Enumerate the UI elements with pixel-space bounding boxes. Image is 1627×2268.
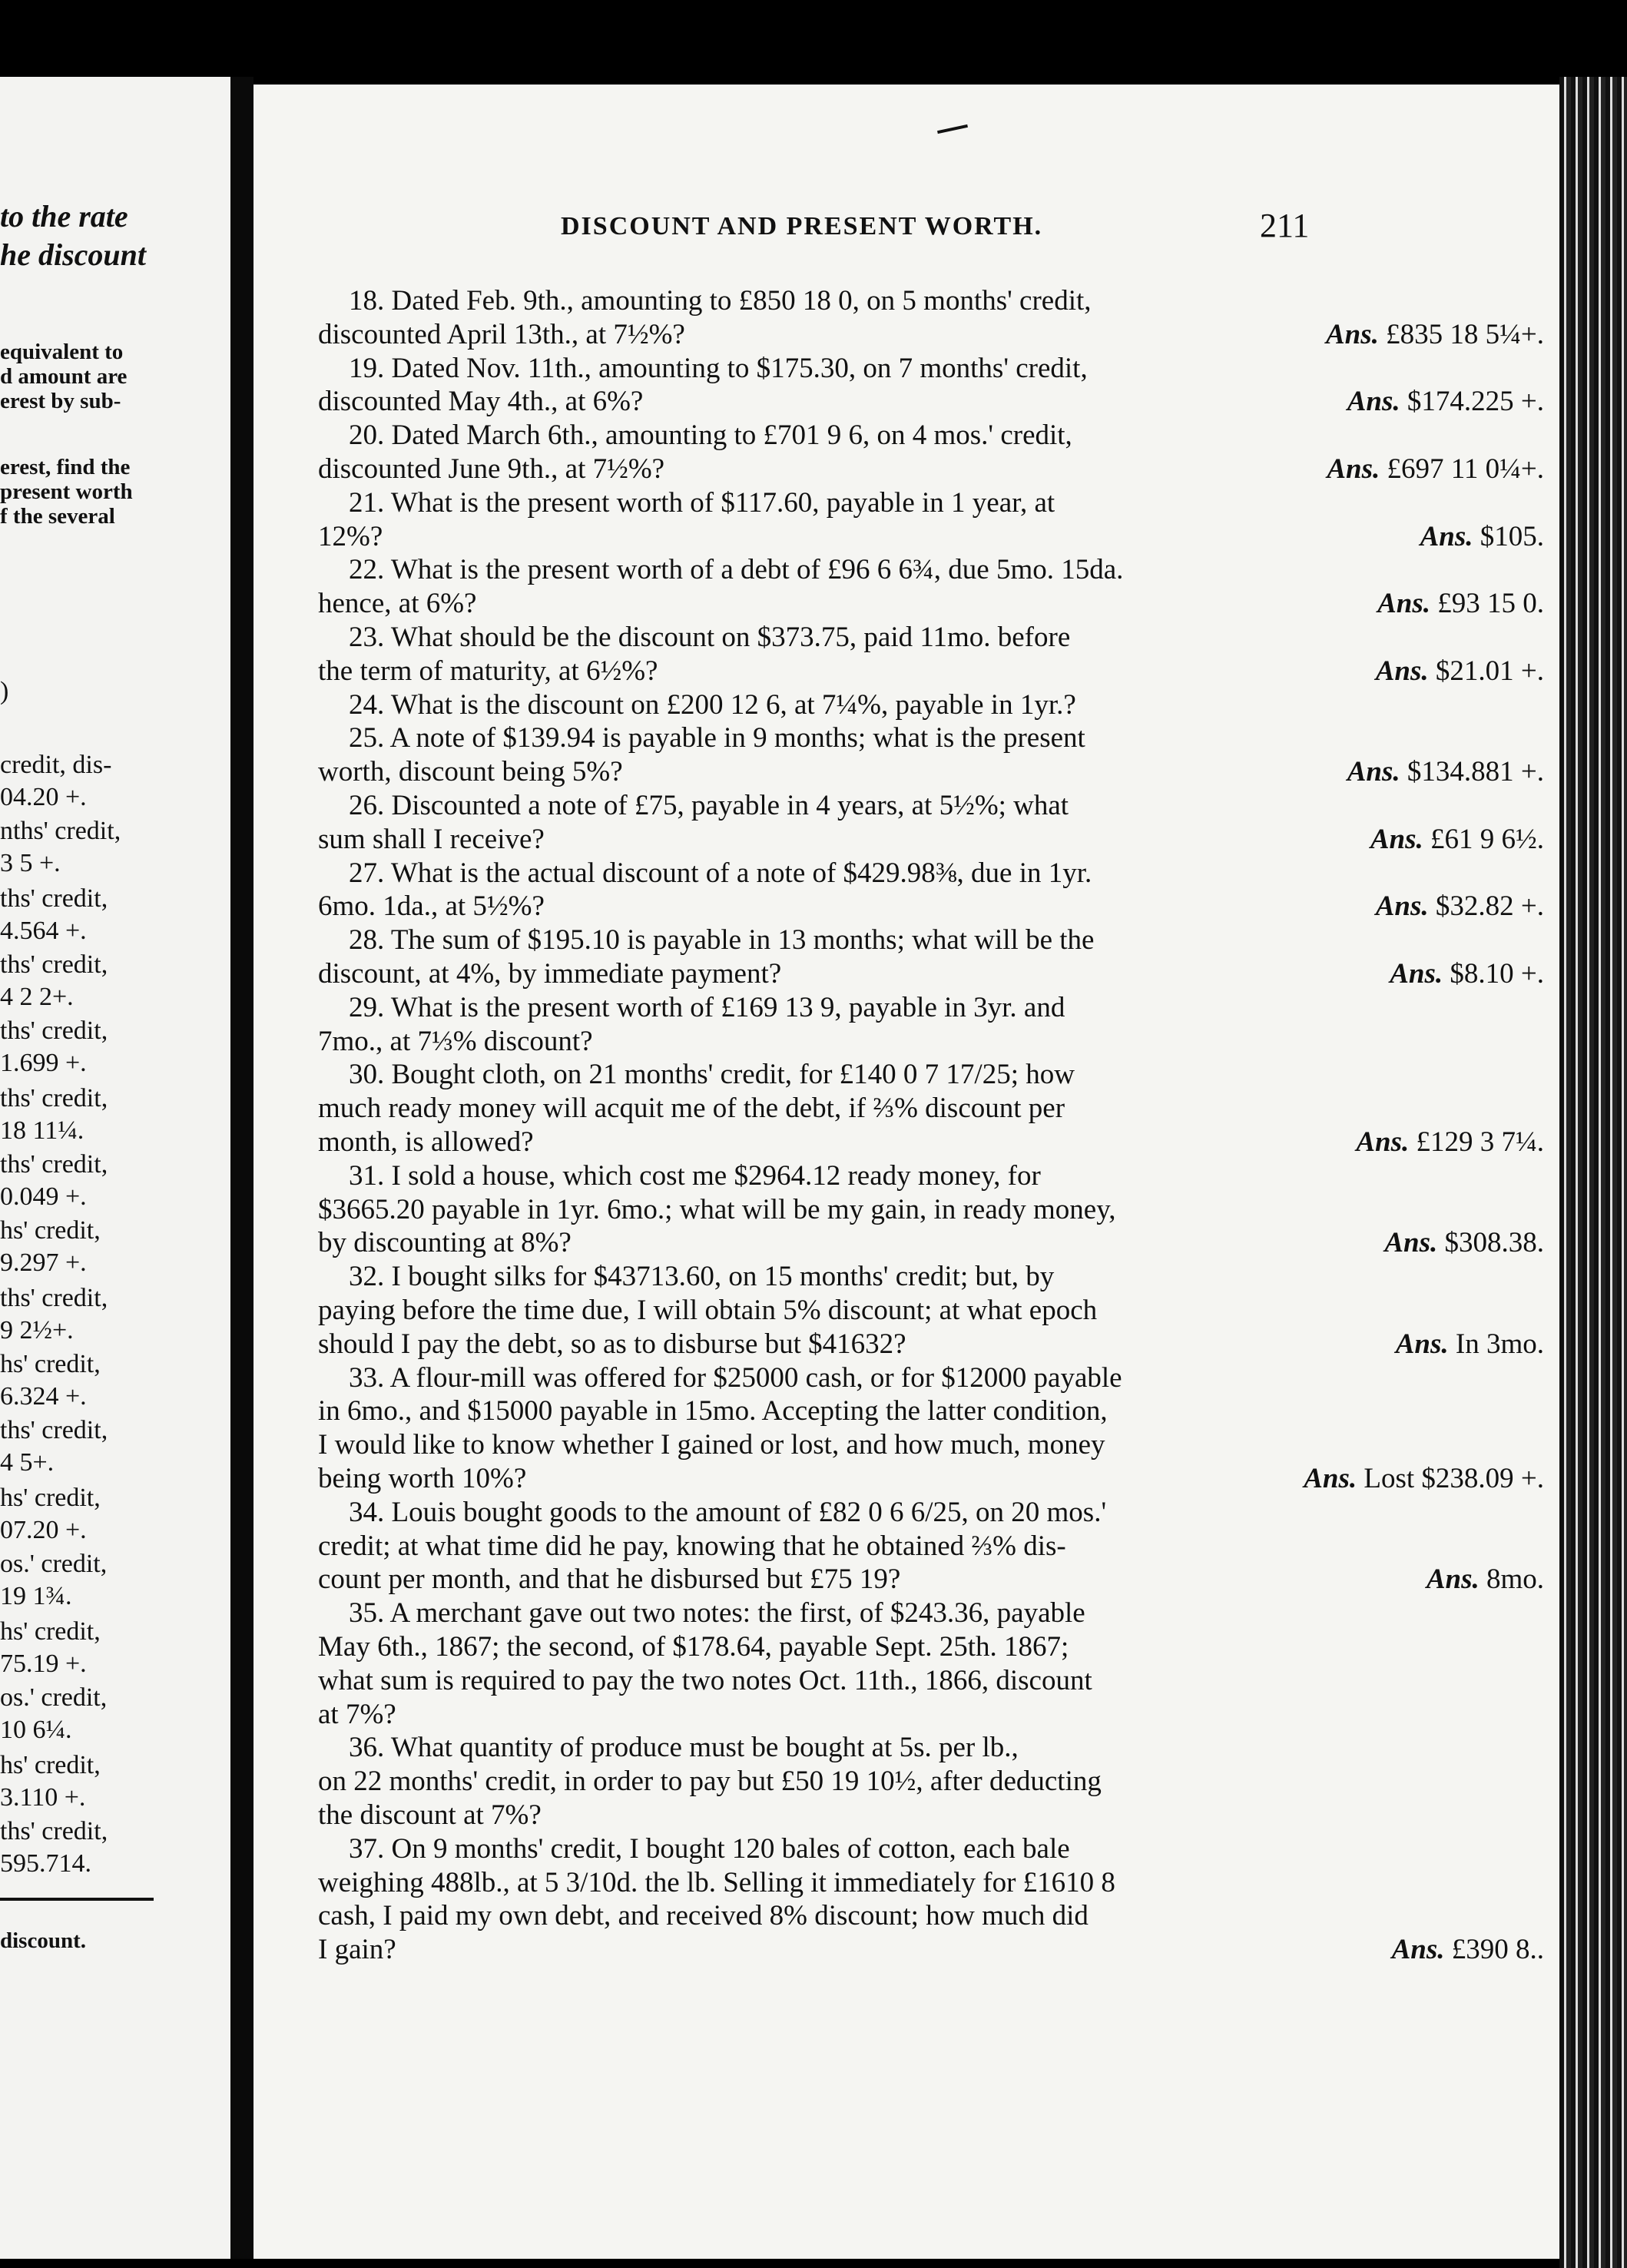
left-page-line: discount. xyxy=(0,1928,87,1953)
text-line xyxy=(253,453,1559,486)
line-text: 20. Dated March 6th., amounting to £701 9 6, on 4 mos.' credit, xyxy=(349,419,1072,452)
answer-label: Ans. xyxy=(1391,1934,1445,1966)
left-page-line: ths' credit, xyxy=(0,1817,108,1845)
left-page-line: 595.714. xyxy=(0,1849,91,1878)
left-page-line: ths' credit, xyxy=(0,950,108,979)
line-text: by discounting at 8%? xyxy=(318,1227,572,1259)
answer-label: Ans. xyxy=(1390,958,1443,990)
line-text: much ready money will acquit me of the debt, if ⅔% discount per xyxy=(318,1093,1065,1125)
left-page-rule xyxy=(0,1898,154,1901)
text-line xyxy=(253,1226,1559,1260)
left-page-line: hs' credit, xyxy=(0,1751,101,1779)
text-line xyxy=(253,1126,1559,1159)
line-text: discount, at 4%, by immediate payment? xyxy=(318,958,782,990)
line-text: 31. I sold a house, which cost me $2964.12 ready money, for xyxy=(349,1159,1041,1192)
line-text: 23. What should be the discount on $373.75, paid 11mo. before xyxy=(349,622,1071,653)
text-line xyxy=(253,890,1559,923)
answer-label: Ans. xyxy=(1356,1126,1410,1158)
line-text: May 6th., 1867; the second, of $178.64, payable Sept. 25th. 1867; xyxy=(318,1631,1069,1663)
left-page-line: nths' credit, xyxy=(0,817,121,845)
line-text: month, is allowed? xyxy=(318,1126,534,1158)
left-page-line: ths' credit, xyxy=(0,1084,108,1112)
left-page-line: he discount xyxy=(0,237,147,272)
answer-label: Ans. xyxy=(1325,318,1379,350)
text-line xyxy=(253,1698,1559,1732)
answer-value: £93 15 0. xyxy=(1437,588,1544,620)
left-page-line: 6.324 +. xyxy=(0,1382,87,1411)
line-text: 33. A flour-mill was offered for $25000 cash, or for $12000 payable xyxy=(349,1361,1122,1394)
answer-label: Ans. xyxy=(1395,1328,1449,1360)
line-text: 19. Dated Nov. 11th., amounting to $175.30, on 7 months' credit, xyxy=(349,352,1088,384)
text-line xyxy=(253,284,1559,318)
text-line xyxy=(253,1765,1559,1799)
left-page-line: ths' credit, xyxy=(0,1284,108,1312)
left-page-line: hs' credit, xyxy=(0,1350,101,1378)
book-gutter xyxy=(230,77,253,2259)
left-page-line: erest, find the xyxy=(0,455,131,479)
line-text: 34. Louis bought goods to the amount of £82 0 6 6/25, on 20 mos.' xyxy=(349,1496,1107,1528)
answer xyxy=(1347,755,1544,788)
line-text: should I pay the debt, so as to disburse but $41632? xyxy=(318,1328,906,1360)
left-page-line: ths' credit, xyxy=(0,884,108,913)
left-page-line: 3 5 +. xyxy=(0,849,61,877)
left-page-line: d amount are xyxy=(0,364,128,389)
text-line xyxy=(253,1664,1559,1698)
text-line xyxy=(253,419,1559,453)
running-head: DISCOUNT AND PRESENT WORTH. xyxy=(561,212,1043,240)
answer-value: $308.38. xyxy=(1444,1227,1544,1259)
text-line xyxy=(253,923,1559,957)
right-page xyxy=(253,85,1559,2259)
text-line xyxy=(253,755,1559,789)
text-line xyxy=(253,789,1559,823)
line-text: at 7%? xyxy=(318,1698,396,1730)
line-text: 32. I bought silks for $43713.60, on 15 months' credit; but, by xyxy=(349,1261,1055,1293)
answer-label: Ans. xyxy=(1377,588,1430,620)
left-page-line: 4 5+. xyxy=(0,1448,55,1477)
left-page-line: os.' credit, xyxy=(0,1550,108,1578)
text-line xyxy=(253,1630,1559,1664)
line-text: on 22 months' credit, in order to pay but £50 19 10½, after deducting xyxy=(318,1766,1102,1798)
answer-label: Ans. xyxy=(1375,655,1429,687)
text-line xyxy=(253,1092,1559,1126)
line-text: count per month, and that he disbursed but £75 19? xyxy=(318,1563,901,1596)
text-line xyxy=(253,587,1559,621)
left-page-line: ) xyxy=(0,677,9,705)
line-text: 26. Discounted a note of £75, payable in 4 years, at 5½%; what xyxy=(349,790,1069,821)
line-text: $3665.20 payable in 1yr. 6mo.; what will be my gain, in ready money, xyxy=(318,1193,1116,1225)
answer-value: 8mo. xyxy=(1486,1563,1544,1596)
line-text: 12%? xyxy=(318,520,383,552)
left-page-line: erest by sub- xyxy=(0,389,121,413)
line-text: 36. What quantity of produce must be bought at 5s. per lb., xyxy=(349,1732,1019,1764)
left-page-line: 0.049 +. xyxy=(0,1182,87,1211)
line-text: 37. On 9 months' credit, I bought 120 bales of cotton, each bale xyxy=(349,1832,1070,1865)
text-line xyxy=(253,318,1559,352)
line-text: cash, I paid my own debt, and received 8% discount; how much did xyxy=(318,1900,1089,1932)
left-page-fragment xyxy=(0,77,230,2259)
left-page-line: present worth xyxy=(0,479,133,504)
answer-value: $134.881 +. xyxy=(1407,756,1544,788)
line-text: the term of maturity, at 6½%? xyxy=(318,655,658,687)
text-line xyxy=(253,1328,1559,1361)
page-edges xyxy=(1559,77,1627,2268)
answer-value: $105. xyxy=(1480,520,1544,552)
text-line xyxy=(253,823,1559,857)
left-page-line: 19 1¾. xyxy=(0,1582,72,1610)
answer-value: £390 8.. xyxy=(1451,1934,1544,1966)
left-page-line: 4 2 2+. xyxy=(0,983,74,1011)
text-line xyxy=(253,957,1559,991)
answer-label: Ans. xyxy=(1420,520,1473,552)
line-text: I would like to know whether I gained or lost, and how much, money xyxy=(318,1429,1105,1461)
line-text: weighing 488lb., at 5 3/10d. the lb. Selling it immediately for £1610 8 xyxy=(318,1866,1115,1898)
left-page-line: hs' credit, xyxy=(0,1216,101,1245)
answer-label: Ans. xyxy=(1347,386,1400,418)
text-line xyxy=(253,1025,1559,1059)
text-line xyxy=(253,385,1559,419)
line-text: 22. What is the present worth of a debt of £96 6 6¾, due 5mo. 15da. xyxy=(349,554,1124,586)
left-page-line: credit, dis- xyxy=(0,751,112,779)
answer xyxy=(1326,318,1544,351)
text-line xyxy=(253,1530,1559,1563)
text-line xyxy=(253,1496,1559,1530)
answer-value: $174.225 +. xyxy=(1407,386,1544,418)
answer xyxy=(1304,1462,1544,1495)
answer-value: £697 11 0¼+. xyxy=(1387,453,1544,485)
left-page-line: 3.110 +. xyxy=(0,1783,86,1812)
left-page-line: 04.20 +. xyxy=(0,783,87,811)
text-line xyxy=(253,857,1559,890)
text-line xyxy=(253,1832,1559,1866)
line-text: 28. The sum of $195.10 is payable in 13 months; what will be the xyxy=(349,924,1095,957)
line-text: 27. What is the actual discount of a note of $429.98⅜, due in 1yr. xyxy=(349,857,1092,889)
text-line xyxy=(253,520,1559,554)
line-text: what sum is required to pay the two notes Oct. 11th., 1866, discount xyxy=(318,1664,1092,1696)
answer xyxy=(1420,520,1544,553)
text-line xyxy=(253,1597,1559,1630)
text-line xyxy=(253,1361,1559,1395)
left-page-line: 9 2½+. xyxy=(0,1316,74,1345)
text-line xyxy=(253,1159,1559,1193)
answer-value: £129 3 7¼. xyxy=(1416,1126,1544,1158)
answer-label: Ans. xyxy=(1426,1563,1480,1596)
text-line xyxy=(253,1058,1559,1092)
answer xyxy=(1376,655,1544,688)
text-line xyxy=(253,1462,1559,1496)
line-text: sum shall I receive? xyxy=(318,823,545,855)
answer-label: Ans. xyxy=(1327,453,1380,485)
line-text: the discount at 7%? xyxy=(318,1799,542,1831)
left-page-line: ths' credit, xyxy=(0,1150,108,1179)
text-line xyxy=(253,1563,1559,1597)
line-text: 35. A merchant gave out two notes: the first, of $243.36, payable xyxy=(349,1597,1085,1630)
left-page-line: 10 6¼. xyxy=(0,1716,72,1744)
text-line xyxy=(253,486,1559,520)
answer-label: Ans. xyxy=(1375,890,1429,923)
text-line xyxy=(253,1294,1559,1328)
text-line xyxy=(253,1799,1559,1832)
text-line xyxy=(253,1428,1559,1462)
line-text: worth, discount being 5%? xyxy=(318,756,623,788)
left-page-line: 4.564 +. xyxy=(0,917,87,945)
left-page-line: ths' credit, xyxy=(0,1416,108,1444)
answer xyxy=(1427,1563,1544,1596)
text-line xyxy=(253,1899,1559,1933)
text-line xyxy=(253,1866,1559,1900)
text-line xyxy=(253,621,1559,655)
text-line xyxy=(253,1933,1559,1967)
line-text: paying before the time due, I will obtain 5% discount; at what epoch xyxy=(318,1295,1098,1326)
left-page-line: os.' credit, xyxy=(0,1683,108,1712)
answer-value: $32.82 +. xyxy=(1435,890,1544,923)
line-text: 25. A note of $139.94 is payable in 9 months; what is the present xyxy=(349,722,1085,754)
line-text: credit; at what time did he pay, knowing that he obtained ⅔% dis- xyxy=(318,1530,1066,1562)
line-text: 7mo., at 7⅓% discount? xyxy=(318,1025,593,1057)
left-page-line: 18 11¼. xyxy=(0,1116,84,1145)
answer-label: Ans. xyxy=(1384,1227,1438,1259)
answer-label: Ans. xyxy=(1370,823,1423,855)
answer-value: £61 9 6½. xyxy=(1430,823,1544,855)
answer-label: Ans. xyxy=(1347,756,1400,788)
text-line xyxy=(253,721,1559,755)
line-text: discounted May 4th., at 6%? xyxy=(318,386,644,418)
answer xyxy=(1327,453,1544,486)
answer-label: Ans. xyxy=(1304,1463,1357,1494)
answer xyxy=(1356,1126,1544,1159)
line-text: in 6mo., and $15000 payable in 15mo. Accepting the latter condition, xyxy=(318,1395,1108,1427)
line-text: being worth 10%? xyxy=(318,1463,527,1494)
answer xyxy=(1376,890,1544,923)
answer-value: $21.01 +. xyxy=(1435,655,1544,687)
left-page-line: hs' credit, xyxy=(0,1484,101,1512)
answer-value: £835 18 5¼+. xyxy=(1386,318,1544,350)
line-text: 18. Dated Feb. 9th., amounting to £850 18 0, on 5 months' credit, xyxy=(349,285,1092,317)
left-page-line: f the several xyxy=(0,504,115,529)
answer xyxy=(1370,823,1544,856)
left-page-line: 9.297 +. xyxy=(0,1248,87,1277)
line-text: 24. What is the discount on £200 12 6, at 7¼%, payable in 1yr.? xyxy=(349,688,1076,721)
answer xyxy=(1347,385,1544,418)
answer-value: $8.10 +. xyxy=(1450,958,1544,990)
left-page-line: to the rate xyxy=(0,199,128,234)
left-page-line: 1.699 +. xyxy=(0,1049,87,1077)
text-line xyxy=(253,553,1559,587)
text-line xyxy=(253,655,1559,688)
line-text: discounted April 13th., at 7½%? xyxy=(318,318,685,350)
answer xyxy=(1392,1933,1544,1966)
left-page-line: ths' credit, xyxy=(0,1016,108,1045)
pencil-mark xyxy=(937,124,968,134)
line-text: 30. Bought cloth, on 21 months' credit, for £140 0 7 17/25; how xyxy=(349,1059,1075,1091)
line-text: 6mo. 1da., at 5½%? xyxy=(318,890,545,923)
line-text: 29. What is the present worth of £169 13 9, payable in 3yr. and xyxy=(349,991,1065,1023)
page-header xyxy=(253,206,1559,244)
answer xyxy=(1384,1226,1544,1259)
text-line xyxy=(253,352,1559,386)
answer xyxy=(1377,587,1544,620)
line-text: discounted June 9th., at 7½%? xyxy=(318,453,665,485)
line-text: hence, at 6%? xyxy=(318,588,477,620)
text-line xyxy=(253,991,1559,1025)
answer xyxy=(1390,957,1544,990)
text-line xyxy=(253,1394,1559,1428)
text-line xyxy=(253,1193,1559,1227)
answer-value: Lost $238.09 +. xyxy=(1364,1463,1544,1494)
text-line xyxy=(253,1731,1559,1765)
text-line xyxy=(253,688,1559,722)
line-text: 21. What is the present worth of $117.60, payable in 1 year, at xyxy=(349,486,1055,519)
left-page-line: 75.19 +. xyxy=(0,1650,87,1678)
text-line xyxy=(253,1260,1559,1294)
line-text: I gain? xyxy=(318,1934,396,1966)
answer xyxy=(1396,1328,1544,1361)
left-page-line: hs' credit, xyxy=(0,1617,101,1646)
left-page-line: equivalent to xyxy=(0,340,124,364)
left-page-line: 07.20 +. xyxy=(0,1516,87,1544)
answer-value: In 3mo. xyxy=(1455,1328,1544,1360)
page-number: 211 xyxy=(1260,207,1310,244)
